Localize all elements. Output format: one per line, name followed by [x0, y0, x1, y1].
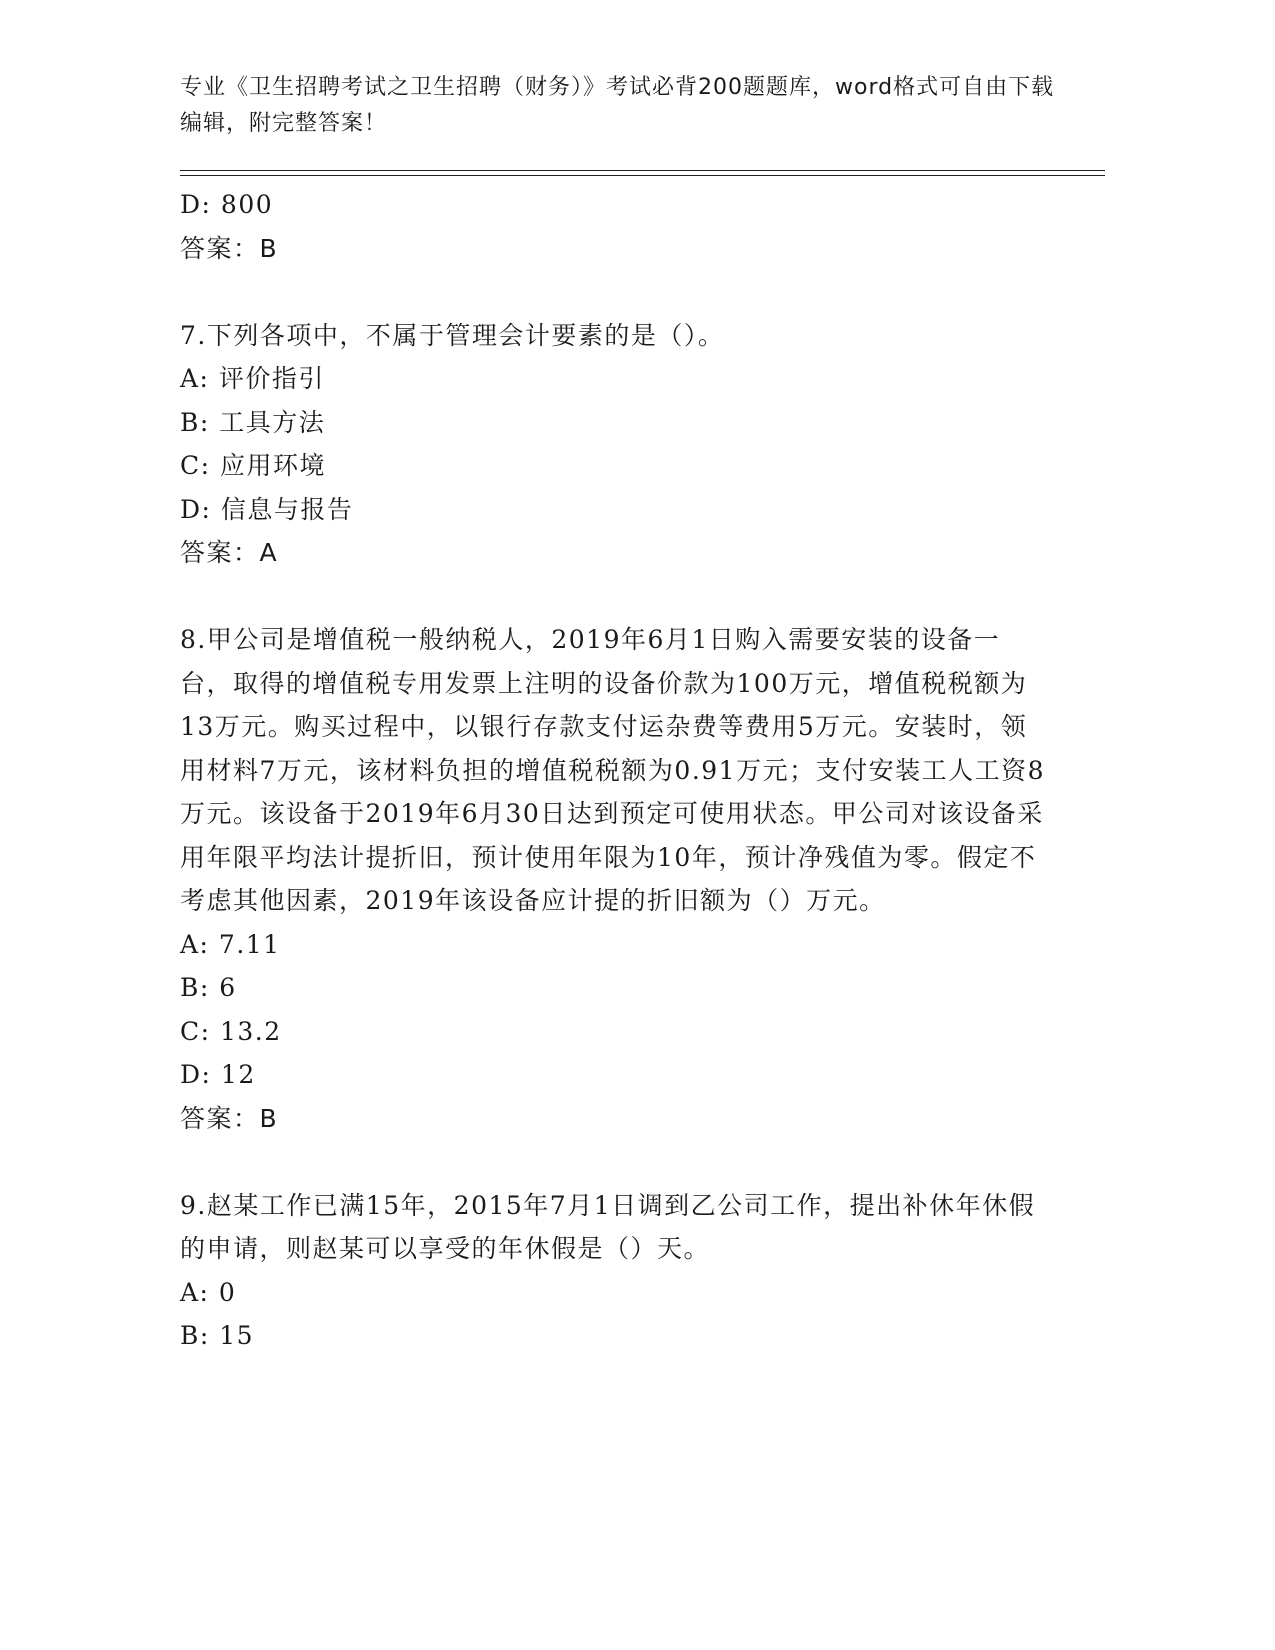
question-7-stem: 7.下列各项中，不属于管理会计要素的是（）。 [180, 320, 725, 350]
question-8-option-a: A: 7.11 [180, 929, 281, 959]
prev-answer: 答案：B [180, 233, 279, 263]
spacer [180, 575, 1050, 619]
spacer [180, 1140, 1050, 1184]
question-9-option-a: A: 0 [180, 1277, 237, 1307]
question-7-option-c: C: 应用环境 [180, 451, 326, 480]
question-7-answer: 答案：A [180, 538, 279, 567]
header-divider-bottom [180, 175, 1105, 176]
prev-option-d: D: 800 [180, 190, 274, 219]
spacer [180, 270, 1050, 314]
document-header: 专业《卫生招聘考试之卫生招聘（财务）》考试必背200题题库，word格式可自由下载编辑，附完整答案！ [180, 75, 1055, 136]
question-8-stem: 8.甲公司是增值税一般纳税人，2019年6月1日购入需要安装的设备一台，取得的增值税专用发票上注明的设备价款为100万元，增值税税额为13万元。购买过程中，以银行存款支付运杂费等费用5万元。安装时，领用材料7万元，该材料负担的增值税税额为0.91万元；支付安装工人工资8万元。该设备于2019年6月30日达到预定可使用状态。甲公司对该设备采用年限平均法计提折旧，预计使用年限为10年，预计净残值为零。假定不考虑其他因素，2019年该设备应计提的折旧额为（）万元。 [180, 625, 1045, 915]
question-8-option-c: C: 13.2 [180, 1016, 282, 1046]
question-8-answer: 答案：B [180, 1103, 279, 1133]
question-7-option-a: A: 评价指引 [180, 364, 325, 393]
question-7-option-d: D: 信息与报告 [180, 494, 354, 524]
header-divider-top [180, 170, 1105, 171]
question-9-option-b: B: 15 [180, 1321, 255, 1350]
document-body [180, 183, 1050, 1358]
question-8-option-d: D: 12 [180, 1060, 256, 1089]
question-7-option-b: B: 工具方法 [180, 407, 326, 437]
question-9-stem: 9.赵某工作已满15年，2015年7月1日调到乙公司工作，提出补休年休假的申请，则赵某可以享受的年休假是（）天。 [180, 1190, 1036, 1263]
question-8-option-b: B: 6 [180, 973, 237, 1002]
